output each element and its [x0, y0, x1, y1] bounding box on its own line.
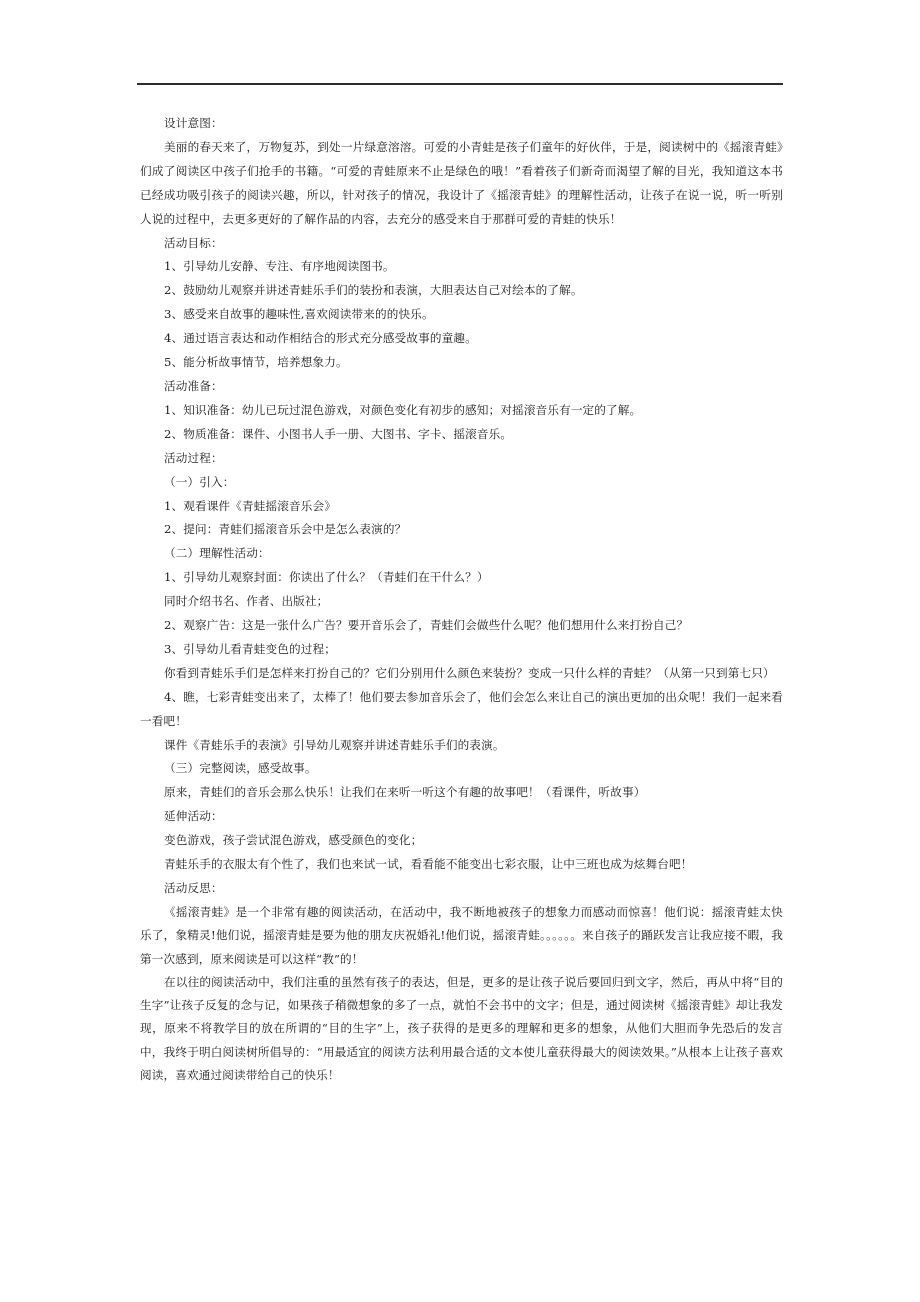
- reflection-paragraph: 在以往的阅读活动中，我们注重的虽然有孩子的表达，但是，更多的是让孩子说后要回归到文字，然后，再从中将“目的生字”让孩子反复的念与记，如果孩子稍微想象的多了一点，就怕不会书中的文字；但是，通过阅读树《摇滚青蛙》却让我发现，原来不将教学目的放在所谓的“目的生字”上，孩子获得的是更多的理解和更多的想象，从他们大胆而争先恐后的发言中，我终于明白阅读树所倡导的：“用最适宜的阅读方法利用最合适的文本使儿童获得最大的阅读效果。”从根本上让孩子喜欢阅读，喜欢通过阅读带给自己的快乐！: [140, 974, 783, 1082]
- goal-item: 1、引导幼儿安静、专注、有序地阅读图书。: [164, 259, 395, 274]
- preparation-item: 1、知识准备：幼儿已玩过混色游戏，对颜色变化有初步的感知；对摇滚音乐有一定的了解。: [164, 402, 642, 417]
- process-item: 2、提问：青蛙们摇滚音乐会中是怎么表演的？: [164, 522, 407, 537]
- heading-extension-activity: 延伸活动：: [164, 809, 223, 824]
- reflection-paragraph: 《摇滚青蛙》是一个非常有趣的阅读活动，在活动中，我不断地被孩子的想象力而感动而惊喜！他们说：摇滚青蛙太快乐了，象精灵!他们说，摇滚青蛙是要为他的朋友庆祝婚礼!他们说，摇滚青蛙。。。。。。来自孩子的踊跃发言让我应接不暇，我第一次感到，原来阅读是可以这样“教”的！: [140, 904, 783, 966]
- heading-activity-reflection: 活动反思：: [164, 881, 223, 895]
- header-rule: [137, 83, 783, 85]
- process-section-title: （一）引入：: [164, 474, 235, 489]
- process-item: 原来，青蛙们的音乐会那么快乐！让我们在来听一听这个有趣的故事吧！（看课件，听故事）: [164, 785, 646, 800]
- goal-item: 3、感受来自故事的趣味性,喜欢阅读带来的的快乐。: [164, 307, 434, 322]
- goal-item: 5、能分析故事情节，培养想象力。: [164, 355, 348, 370]
- process-item: 2、观察广告：这是一张什么广告？要开音乐会了，青蛙们会做些什么呢？他们想用什么来打扮自己？: [164, 618, 689, 633]
- extension-item: 青蛙乐手的衣服太有个性了，我们也来试一试，看看能不能变出七彩衣服，让中三班也成为炫舞台吧！: [164, 857, 693, 872]
- heading-activity-process: 活动过程：: [164, 450, 223, 465]
- paragraph-design-intent: 美丽的春天来了，万物复苏，到处一片绿意溶溶。可爱的小青蛙是孩子们童年的好伙伴，于是，阅读树中的《摇滚青蛙》们成了阅读区中孩子们抢手的书籍。“可爱的青蛙原来不止是绿色的哦！”看着孩子们新奇而渴望了解的目光，我知道这本书已经成功吸引孩子的阅读兴趣，所以，针对孩子的情况，我设计了《摇滚青蛙》的理解性活动，让孩子在说一说，听一听别人说的过程中，去更多更好的了解作品的内容，去充分的感受来自于那群可爱的青蛙的快乐！: [140, 139, 783, 226]
- process-section-title: （三）完整阅读，感受故事。: [164, 761, 317, 776]
- goal-item: 4、通过语言表达和动作相结合的形式充分感受故事的童趣。: [164, 331, 477, 346]
- process-item: 3、引导幼儿看青蛙变色的过程；: [164, 641, 336, 656]
- heading-activity-goals: 活动目标：: [164, 235, 223, 250]
- process-item: 4、瞧，七彩青蛙变出来了，太棒了！他们要去参加音乐会了，他们会怎么来让自己的演出更加的出众呢！我们一起来看一看吧！: [140, 689, 783, 728]
- process-item: 1、观看课件《青蛙摇滚音乐会》: [164, 498, 336, 513]
- process-section-title: （二）理解性活动：: [164, 546, 270, 561]
- heading-activity-preparation: 活动准备：: [164, 378, 223, 393]
- goal-item: 2、鼓励幼儿观察并讲述青蛙乐手们的装扮和表演，大胆表达自己对绘本的了解。: [164, 283, 583, 298]
- document-body: [140, 112, 783, 1087]
- heading-design-intent: 设计意图：: [164, 116, 223, 130]
- process-item: 1、引导幼儿观察封面：你读出了什么？（青蛙们在干什么？）: [164, 570, 489, 585]
- extension-item: 变色游戏，孩子尝试混色游戏，感受颜色的变化；: [164, 833, 423, 848]
- preparation-item: 2、物质准备：课件、小图书人手一册、大图书、字卡、摇滚音乐。: [164, 426, 513, 441]
- process-item: 课件《青蛙乐手的表演》引导幼儿观察并讲述青蛙乐手们的表演。: [164, 737, 505, 752]
- process-item: 你看到青蛙乐手们是怎样来打扮自己的？它们分别用什么颜色来装扮？变成一只什么样的青蛙？（从第一只到第七只）: [164, 665, 775, 680]
- process-item: 同时介绍书名、作者、出版社；: [164, 594, 329, 609]
